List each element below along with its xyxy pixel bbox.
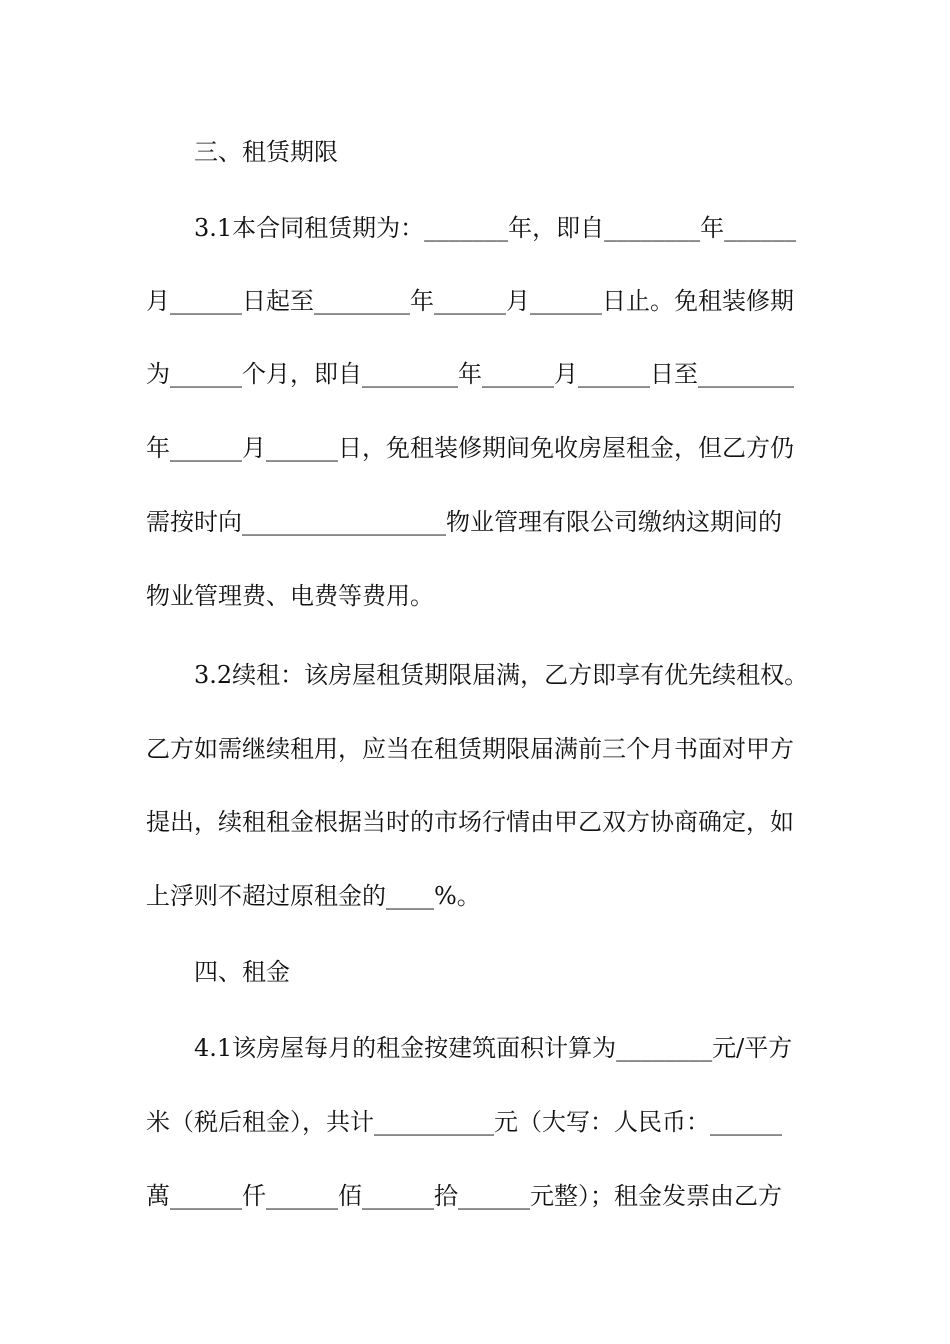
clause-4-1-line-3: 萬______仟______佰______拾______元整）；租金发票由乙方 xyxy=(146,1182,782,1210)
clause-3-2-line-3: 提出，续租租金根据当时的市场行情由甲乙双方协商确定，如 xyxy=(146,808,794,836)
section-heading-lease-term: 三、租赁期限 xyxy=(194,138,338,166)
clause-3-2-line-2: 乙方如需继续租用，应当在租赁期限届满前三个月书面对甲方 xyxy=(146,735,794,763)
clause-3-1-line-4: 年______月______日，免租装修期间免收房屋租金，但乙方仍 xyxy=(146,434,794,462)
clause-3-1-line-5: 需按时向_________________物业管理有限公司缴纳这期间的 xyxy=(146,508,782,536)
clause-3-1-line-1: 3.1本合同租赁期为：_______年，即自________年______ xyxy=(194,214,797,242)
clause-3-1-line-2: 月______日起至________年______月______日止。免租装修期 xyxy=(146,287,794,315)
clause-4-1-line-1: 4.1该房屋每月的租金按建筑面积计算为________元/平方 xyxy=(194,1034,793,1062)
clause-3-2-line-1: 3.2续租：该房屋租赁期限届满，乙方即享有优先续租权。 xyxy=(194,661,809,689)
clause-3-1-line-3: 为______个月，即自________年______月______日至________ xyxy=(146,360,794,388)
clause-3-2-line-4: 上浮则不超过原租金的____%。 xyxy=(146,882,481,910)
clause-4-1-line-2: 米（税后租金），共计__________元（大写：人民币：______ xyxy=(146,1108,782,1136)
section-heading-rent: 四、租金 xyxy=(194,958,290,986)
clause-3-1-line-6: 物业管理费、电费等费用。 xyxy=(146,582,434,610)
